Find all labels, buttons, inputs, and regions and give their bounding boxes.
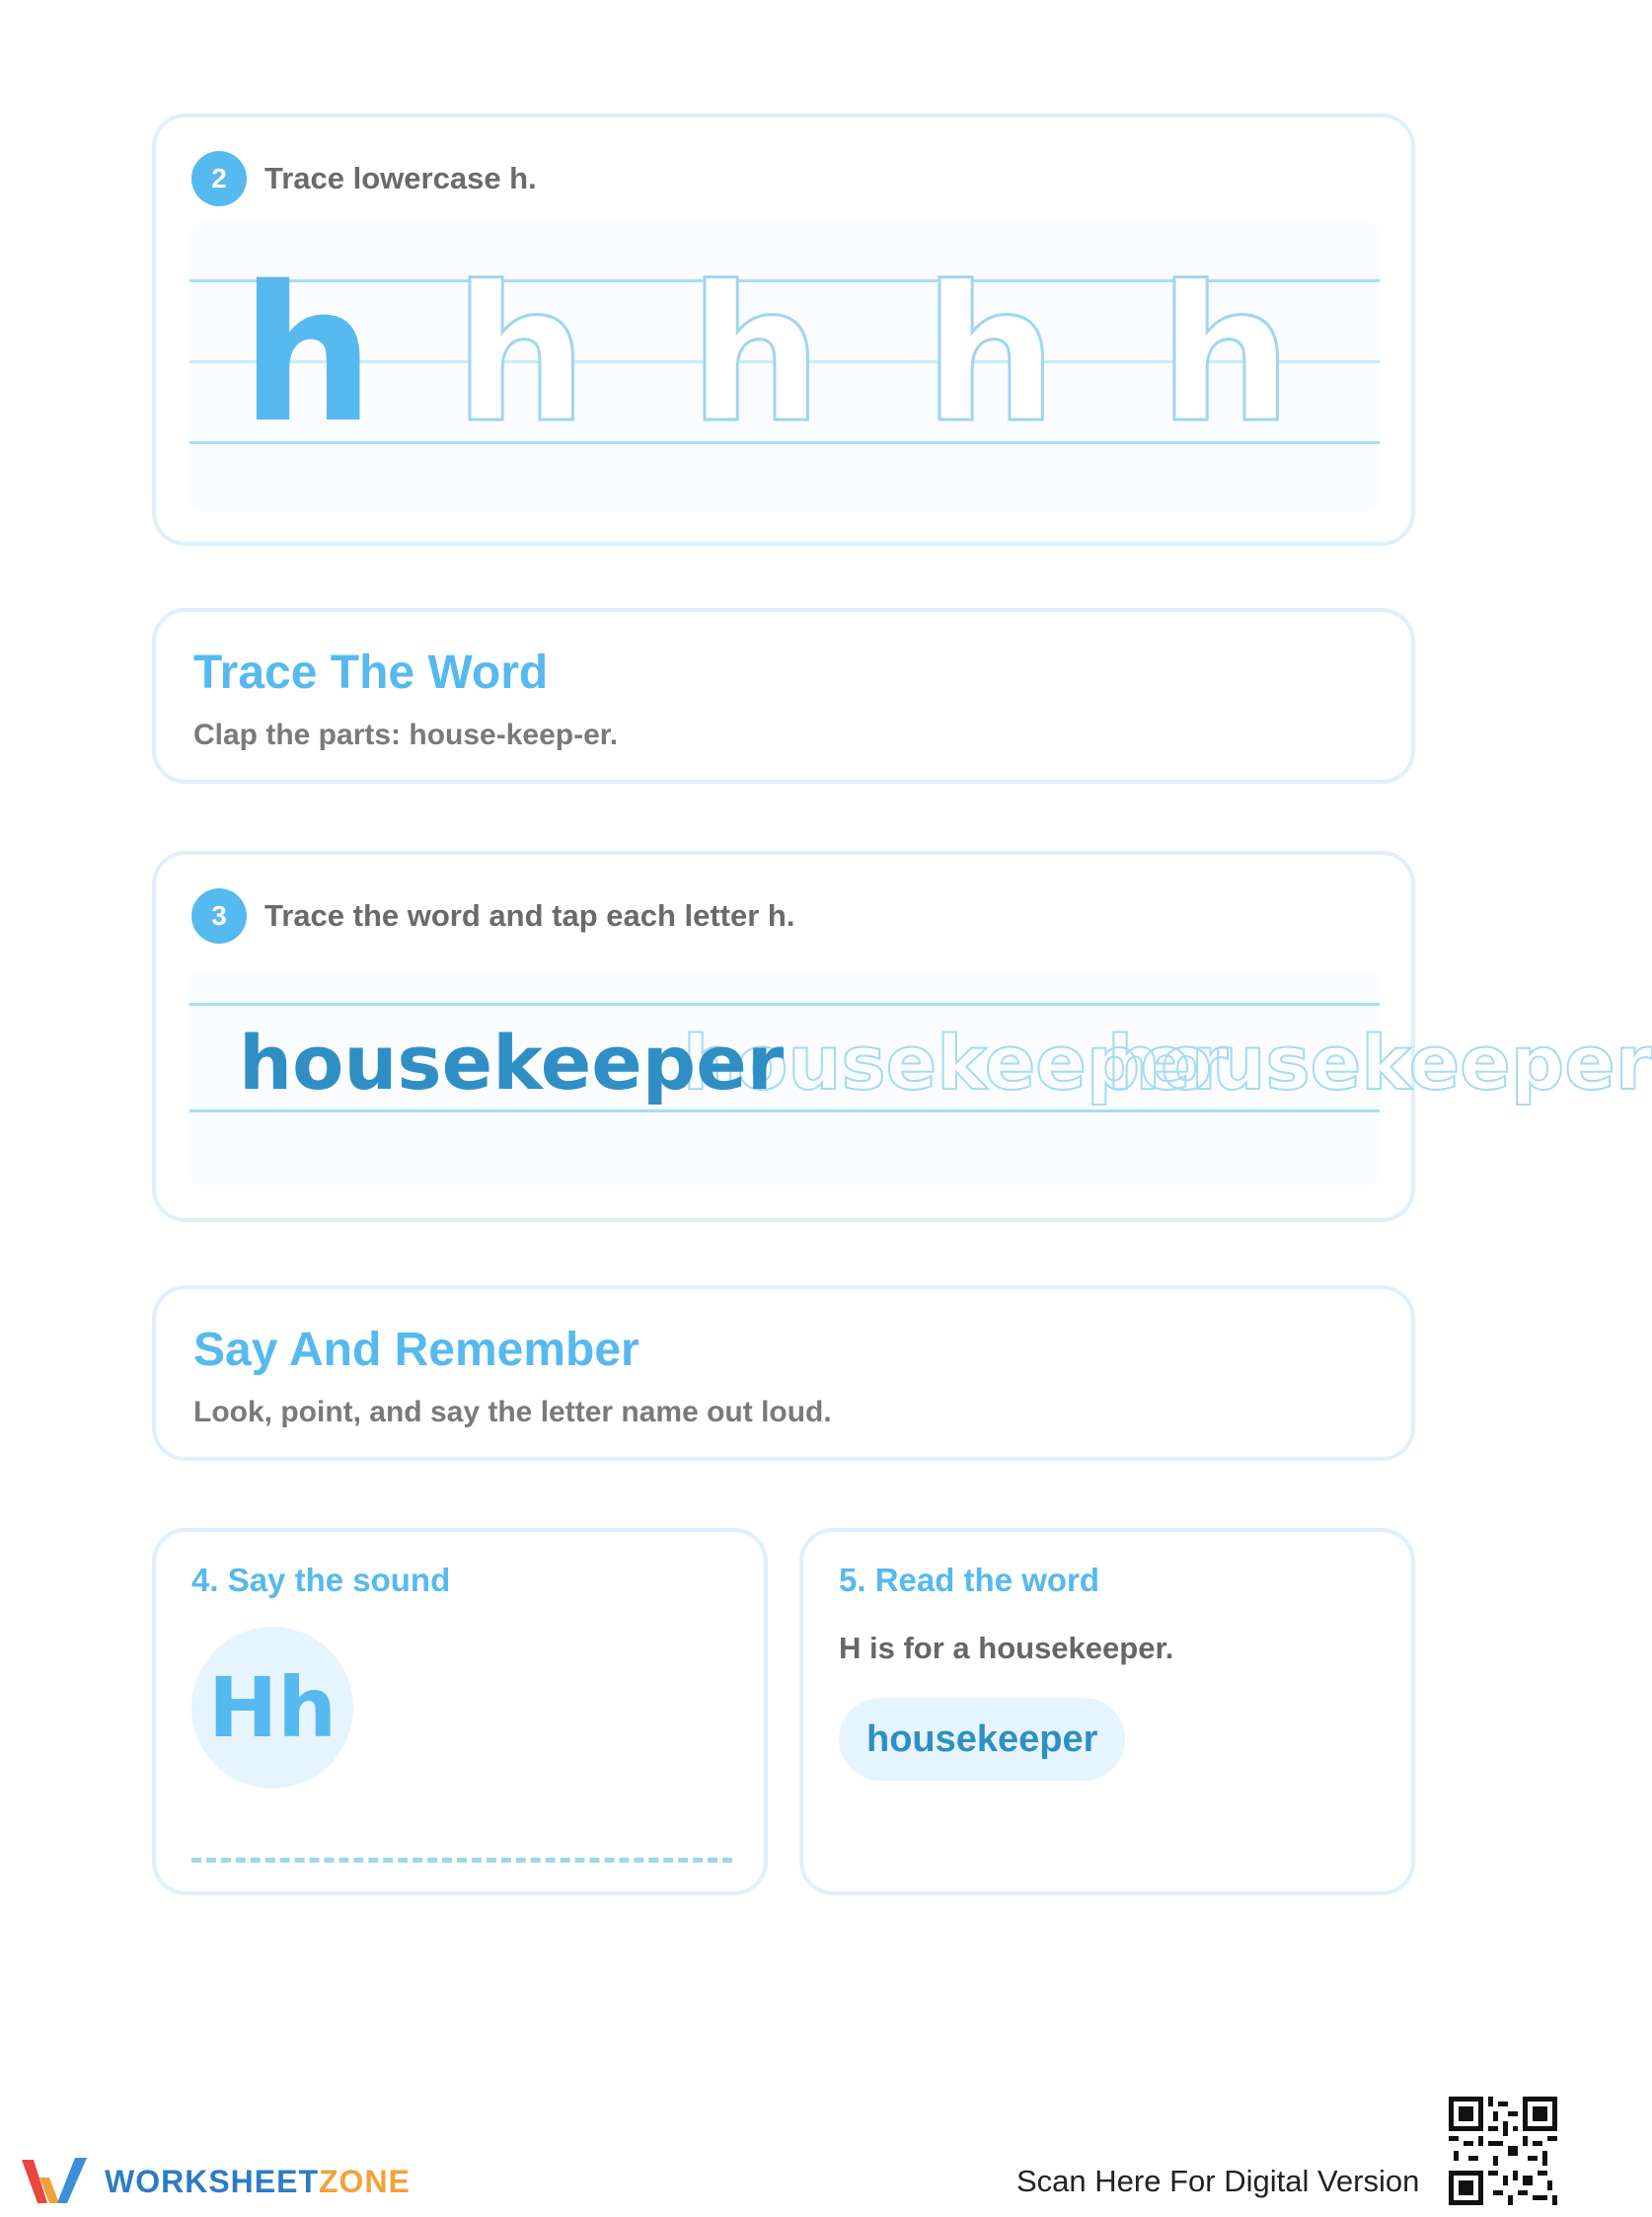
letter-circle[interactable]: Hh xyxy=(191,1627,353,1789)
step-number-badge: 2 xyxy=(191,151,247,206)
step-3-header xyxy=(191,888,794,944)
step-2-header xyxy=(191,151,537,206)
section-subtitle: Look, point, and say the letter name out loud. xyxy=(193,1396,832,1428)
worksheetzone-logo-icon xyxy=(18,2152,91,2211)
trace-word-heading-card xyxy=(152,608,1415,784)
trace-letter[interactable]: h xyxy=(689,246,823,464)
section-subtitle: Clap the parts: house-keep-er. xyxy=(193,719,619,751)
trace-letter-card xyxy=(152,114,1415,546)
qr-code-icon[interactable] xyxy=(1449,2097,1557,2205)
step-instruction: Trace lowercase h. xyxy=(264,161,537,195)
say-sound-card xyxy=(152,1528,768,1895)
trace-word[interactable]: housekeeper xyxy=(1107,1019,1652,1107)
baseline-guide-line xyxy=(189,1109,1380,1112)
letter-tracing-area[interactable] xyxy=(189,222,1380,512)
step-number-badge: 3 xyxy=(191,888,247,944)
brand-logo[interactable] xyxy=(18,2152,411,2211)
word-pill[interactable]: housekeeper xyxy=(839,1698,1125,1781)
scan-instruction: Scan Here For Digital Version xyxy=(1016,2164,1420,2198)
brand-name-part-1: WORKSHEET xyxy=(105,2163,319,2199)
section-title: Say And Remember xyxy=(193,1324,639,1376)
say-remember-card xyxy=(152,1285,1415,1461)
card-title: 4. Say the sound xyxy=(191,1562,451,1598)
top-guide-line xyxy=(189,1003,1380,1006)
trace-letter[interactable]: h xyxy=(454,246,588,464)
brand-name xyxy=(105,2164,411,2200)
read-word-card xyxy=(799,1528,1415,1895)
example-sentence: H is for a housekeeper. xyxy=(839,1631,1174,1665)
trace-letter[interactable]: h xyxy=(1159,246,1293,464)
trace-word-card xyxy=(152,851,1652,1222)
trace-word[interactable]: housekeeper xyxy=(683,1019,1229,1107)
section-title: Trace The Word xyxy=(193,647,549,699)
trace-letter[interactable]: h xyxy=(924,246,1058,464)
brand-name-part-2: ZONE xyxy=(319,2163,411,2199)
step-instruction: Trace the word and tap each letter h. xyxy=(264,898,795,933)
word-tracing-area[interactable] xyxy=(189,969,1652,1186)
model-word: housekeeper xyxy=(239,1019,785,1107)
card-title: 5. Read the word xyxy=(839,1562,1100,1598)
dashed-writing-line xyxy=(191,1858,732,1863)
model-letter: h xyxy=(241,246,375,464)
